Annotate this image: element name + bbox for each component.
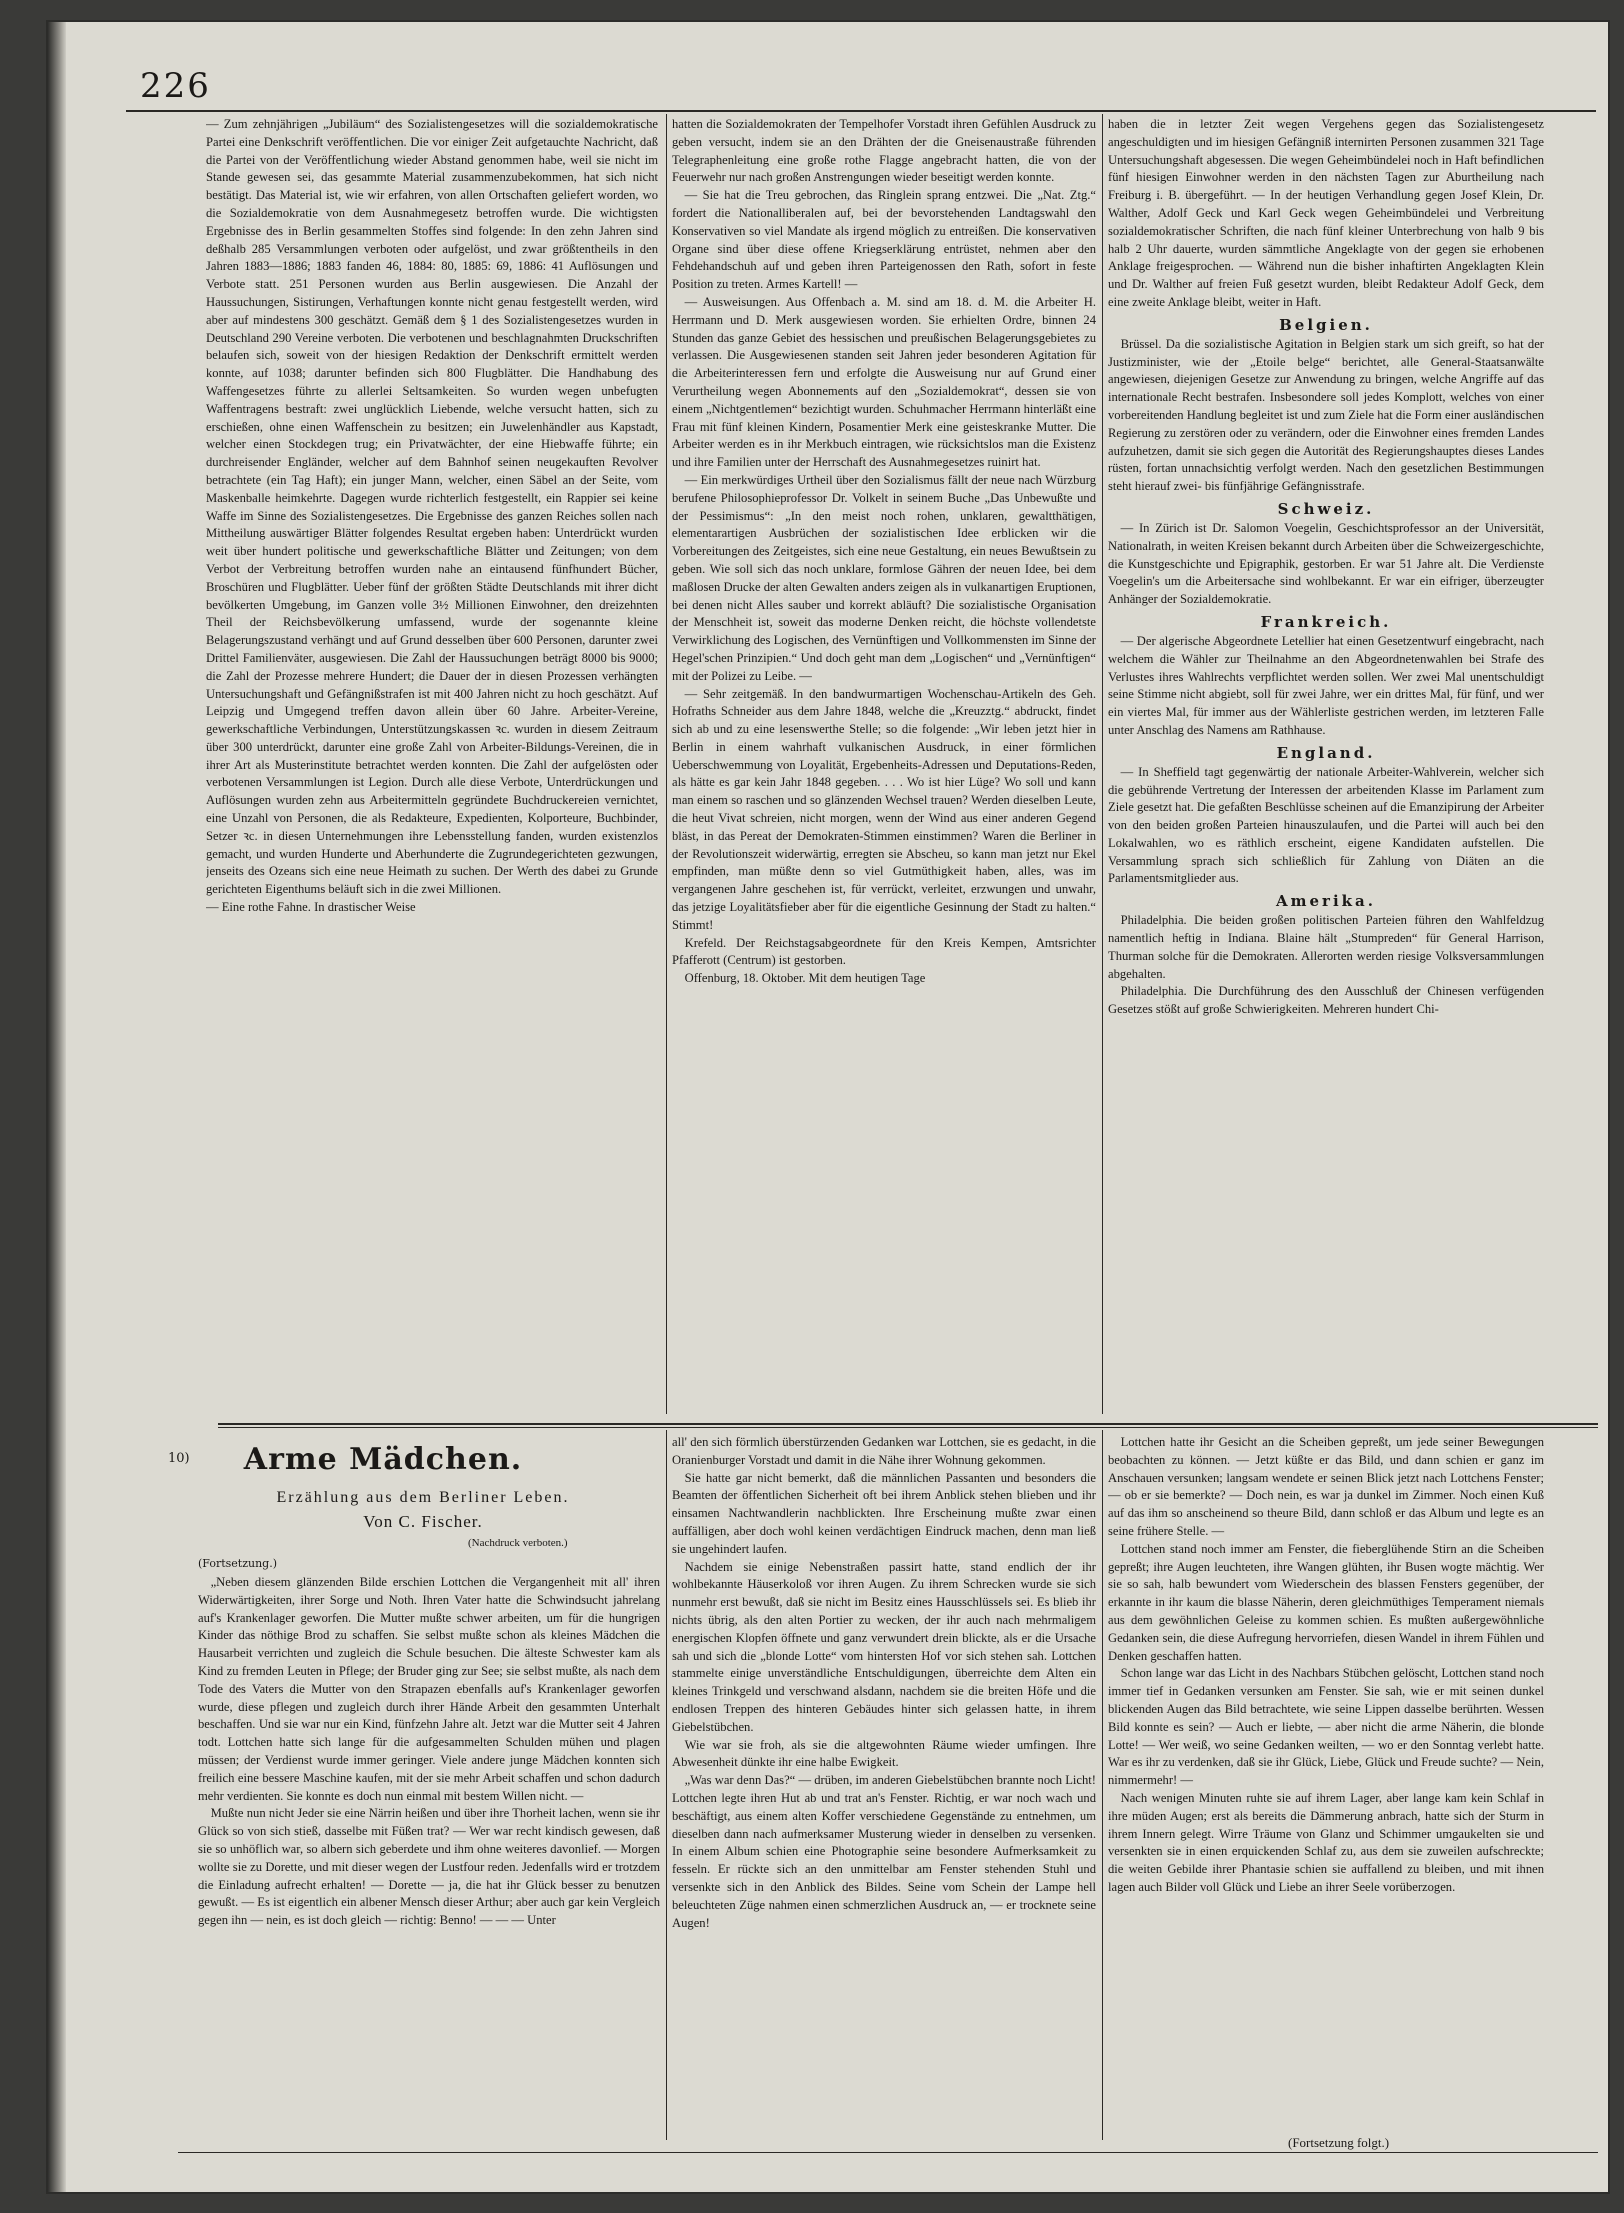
serial-paragraph: Wie war sie froh, als sie die altgewohnten Räume wieder umfingen. Ihre Abwesenheit dünkte ihr eine halbe Ewigkeit. [672, 1737, 1096, 1770]
serial-paragraph: Lottchen stand noch immer am Fenster, die fieberglühende Stirn an die Scheiben gepreßt; ihre Augen leuchteten, ihre Wangen glühten, ihr Busen wogte mächtig. Wer sie so sah, halb bewundert vom Wiederschein des blassen Fensters gegenüber, der erkannte in ihr kaum die blasse Näherin, deren gleichmüthiges Temperament niemals aus dem gewöhnlichen Geleise zu kommen schien. Es mußten außergewöhnliche Gedanken sein, die diese Aufregung hervorriefen, diesen Wandel in ihrem Fühlen und Denken geschaffen hatten. [1108, 1541, 1544, 1663]
section-heading-belgien: Belgien. [1279, 315, 1373, 334]
section-heading-schweiz: Schweiz. [1277, 499, 1375, 518]
reprint-notice: (Nachdruck verboten.) [468, 1537, 568, 1549]
continuation-label: (Fortsetzung.) [198, 1557, 277, 1570]
news-article: Philadelphia. Die Durchführung des den Ausschluß der Chinesen verfügenden Gesetzes stößt auf große Schwierigkeiten. Mehreren hundert Chi- [1108, 984, 1544, 1017]
serial-paragraph: „Neben diesem glänzenden Bilde erschien Lottchen die Vergangenheit mit all' ihren Widerwärtigkeiten, ihrer Sorge und Noth. Ihren Vater hatte die Schwindsucht jahrelang auf's Krankenlager geworfen. Die Mutter mußte schwer arbeiten, um für die hungrigen Kinder das nöthige Brod zu schaffen. Sie selbst mußte schon als kleines Mädchen die Hausarbeit verrichten und zugleich die Schule besuchen. Die älteste Schwester kam als Kind zu fremden Leuten in Pflege; der Bruder ging zur See; sie selbst mußte, als nach dem Tode des Vaters die Mutter von den Strapazen ebenfalls auf's Krankenlager geworfen wurde, diese pflegen und zugleich durch ihrer Hände Arbeit den gesammten Unterhalt beschaffen. Und sie war nur ein Kind, fünfzehn Jahre alt. Jetzt war die Mutter seit 4 Jahren todt. Lottchen hatte sich lange für die aufgesammelten Schulden mühen und plagen müssen; der Verdienst wurde immer geringer. Viele andere junge Mädchen konnten sich freilich eine bessere Maschine kaufen, mit der sie mehr Arbeit schaffen und schon dadurch mehr verdienten. Sie konnte es doch nun einmal mit bestem Willen nicht. — [198, 1575, 660, 1803]
serial-signoff: (Fortsetzung folgt.) [1288, 2135, 1390, 2150]
news-article: Brüssel. Da die sozialistische Agitation in Belgien stark um sich greift, so hat der Justizminister, wie der „Etoile belge“ berichtet, alle General-Staatsanwälte angewiesen, diejenigen Gesetze zur Anwendung zu bringen, welche Angriffe auf das internationale Recht bestrafen. Insbesondere soll jedes Komplott, welches von einer vorbereitenden Handlung begleitet ist und zum Ziele hat die Form einer ausländischen Regierung zu zerstören oder zu verändern, oder die Einwohner eines fremden Landes aufzuhetzen, damit sie sich gegen die Autorität des Regierungshauptes dieses Landes rüsten, fortan unnachsichtig verfolgt werden. Nach den gesetzlichen Bestimmungen steht hierauf zwei- bis fünfjährige Gefängnisstrafe. [1108, 336, 1544, 494]
news-column-2 [672, 116, 1096, 1418]
column-rule [666, 1430, 667, 2140]
serial-column-2 [672, 1434, 1096, 2154]
serial-column-3 [1108, 1434, 1544, 2132]
news-article: — In Zürich ist Dr. Salomon Voegelin, Geschichtsprofessor an der Universität, Nationalrath, in weiten Kreisen bekannt durch Arbeiten über die Schweizergeschichte, die Kunstgeschichte und Epigraphik, gestorben. Er war 51 Jahre alt. Die Verdienste Voegelin's um die Arbeitersache sind wohlbekannt. Er war ein eifriger, überzeugter Anhänger der Sozialdemokratie. [1108, 520, 1544, 607]
feuilleton-rule [218, 1423, 1598, 1425]
news-article: Philadelphia. Die beiden großen politischen Parteien führen den Wahlfeldzug namentlich heftig in Indiana. Blaine hält „Stumpreden“ für General Harrison, Thurman solche für die Demokraten. Allerorten werden riesige Volksversammlungen abgehalten. [1108, 913, 1544, 981]
serial-paragraph: Sie hatte gar nicht bemerkt, daß die männlichen Passanten und besonders die Beamten der öffentlichen Sicherheit oft bei ihrem Anblick stehen blieben und ihr einsamen Nachtwandlerin nachblickten. Ihre Erscheinung mußte zwar einen auffälligen, aber doch wohl keinen verdächtigen Eindruck machen, denn man ließ sie ungehindert laufen. [672, 1470, 1096, 1556]
serial-paragraph: Schon lange war das Licht in des Nachbars Stübchen gelöscht, Lottchen stand noch immer tief in Gedanken versunken am Fenster. Sie sah, wie er mit seinen dunkel blickenden Augen das Bild betrachtete, wie seine Lippen dasselbe berührten. Wessen Bild konnte es sein? — Auch er liebte, — aber nicht die arme Näherin, die blonde Lotte! — Wer weiß, wo seine Gedanken weilten, — wo er den Sonntag verlebt hatte. War es ihr zu verdenken, daß sie ihr Glück, Liebe, Glück und Freude suchte? — Nein, nimmermehr! — [1108, 1666, 1544, 1788]
news-article: — Ein merkwürdiges Urtheil über den Sozialismus fällt der neue nach Würzburg berufene Philosophieprofessor Dr. Volkelt in seinem Buche „Das Unbewußte und der Pessimismus“: „In den meist noch rohen, unklaren, gewaltthätigen, elementarartigen Ausbrüchen der sozialistischen Idee erblicken wir die Vorbereitungen des Zeitgeistes, sich eine neue Gestaltung, ein neues Bewußtsein zu geben. Wie soll sich das noch unklare, formlose Gähren der neuen Idee, bei dem maßlosen Drucke der alten Gewalten anders zeigen als in vulkanartigen Eruptionen, bei denen nicht Alles sauber und korrekt abläuft? Die sozialistische Organisation der Menschheit ist, soweit das moderne Denken reicht, die höchste vollendetste Verwirklichung des Logischen, des Vernünftigen und Vollkommensten im Sinne der Hegel'schen Prinzipien.“ Und doch geht man dem „Logischen“ und „Vernünftigen“ mit der Polizei zu Leibe. — [672, 472, 1096, 683]
serial-paragraph: Nach wenigen Minuten ruhte sie auf ihrem Lager, aber lange kam kein Schlaf in ihre müden Augen; erst als bereits die Dämmerung anbrach, hatte sich der Sturm in ihrem Innern gelegt. Wirre Träume von Glanz und Schimmer umgaukelten sie und versenkten sie in einen erquickenden Schlaf zu, aus dem sie zuweilen aufschreckte; die weiten Gebilde ihrer Phantasie schien sie auffallend zu bleiben, und mit ihnen lagen auch Bilder voll Glück und Liebe an ihrer Seele vorüberzogen. [1108, 1790, 1544, 1894]
section-heading-frankreich: Frankreich. [1260, 612, 1392, 631]
news-article: hatten die Sozialdemokraten der Tempelhofer Vorstadt ihren Gefühlen Ausdruck zu geben versucht, indem sie an den Drähten der die Gneisenaustraße führenden Telegraphenleitung eine große rothe Flagge angebracht hatten, die von der Feuerwehr nur nach großen Anstrengungen wieder beseitigt werden konnte. [672, 117, 1096, 185]
column-rule [666, 114, 667, 1414]
news-article: Krefeld. Der Reichstagsabgeordnete für den Kreis Kempen, Amtsrichter Pfafferott (Centrum) ist gestorben. [672, 935, 1096, 968]
news-article: — Eine rothe Fahne. In drastischer Weise [206, 900, 416, 915]
top-rule [126, 110, 1596, 112]
section-heading-england: England. [1276, 743, 1376, 762]
feuilleton-rule [218, 1427, 1598, 1428]
column-rule [1102, 114, 1103, 1414]
serial-paragraph: „Was war denn Das?“ — drüben, im anderen Giebelstübchen brannte noch Licht! Lottchen legte ihren Hut ab und trat an's Fenster. Richtig, er war noch wach und beschäftigt, aus einem alten Koffer verschiedene Gegenstände zu entnehmen, um dieselben dann nach aufmerksamer Musterung wieder in denselben zu versenken. In einem Album schien eine Photographie seine besondere Aufmerksamkeit zu fesseln. Er rückte sich an den unmittelbar am Fenster stehenden Stuhl und versenkte sich in den Anblick des Bildes. Seine vom Schein der Lampe hell beleuchteten Züge nahmen einen schmerzlichen Ausdruck an, — er trocknete seine Augen! [672, 1773, 1096, 1930]
news-article: — Sie hat die Treu gebrochen, das Ringlein sprang entzwei. Die „Nat. Ztg.“ fordert die Nationalliberalen auf, bei der bevorstehenden Landtagswahl den Konservativen so viel Mandate als irgend möglich zu entreißen. Die konservativen Organe sind über diese offene Kriegserklärung entrüstet, nehmen aber den Fehdehandschuh auf und geben ihren Parteigenossen den Rath, sofort in feste Position zu treten. Armes Kartell! — [672, 188, 1096, 292]
news-article: — Sehr zeitgemäß. In den bandwurmartigen Wochenschau-Artikeln des Geh. Hofraths Schneider aus dem Jahre 1848, welche die „Kreuzztg.“ abdruckt, findet sich ab und zu eine lesenswerthe Stelle; so die folgende: „Wir leben jetzt hier in Berlin in einem wahrhaft vulkanischen Ausdruck, in einer förmlichen Ueberschwemmung von Loyalität, Ergebenheits-Adressen und Deputations-Reden, als hätte es gar kein Jahr 1848 gegeben. . . . Wo ist hier Lüge? Wo soll und kann man einem so raschen und so glänzenden Wechsel trauen? Werden dieselben Leute, die heut Vivat schreien, nicht morgen, wenn der Wind aus einer anderen Gegend bläst, in das Pereat der Demokraten-Stimmen einstimmen? Waren die Berliner in der Revolutionszeit widerwärtig, erregten sie Abscheu, so kann man jetzt nur Ekel empfinden, man müßte denn so viel Gutmüthigkeit haben, alles, was im vergangenen Jahre geschehen ist, für verrückt, verleitet, erzwungen und unwahr, das jetzige Loyalitätsfieber aber für die eigentliche Gesinnung der Stadt zu halten.“ Stimmt! [672, 686, 1096, 932]
news-column-1 [206, 116, 658, 1418]
news-column-3 [1108, 116, 1544, 1418]
serial-number: 10) [168, 1451, 190, 1466]
serial-author: Von C. Fischer. [363, 1512, 483, 1531]
serial-column-1 [198, 1574, 660, 2154]
serial-paragraph: Nachdem sie einige Nebenstraßen passirt hatte, stand endlich der ihr wohlbekannte Häuserkoloß vor ihren Augen. Zu ihrem Schrecken wurde sie sich nunmehr erst bewußt, daß sie nicht im Besitz eines Hausschlüssels sei. Es blieb ihr nichts übrig, als den alten Portier zu wecken, der ihr auch nach mehrmaligem energischen Klopfen öffnete und ganz verwundert drein blickte, als er die Ursache sah und sich die „blonde Lotte“ vom hintersten Hof vor sich stehen sah. Lottchen stammelte einige unverständliche Entschuldigungen, überreichte dem Alten ein kleines Trinkgeld und verschwand alsdann, nachdem sie die breiten Höfe und die endlosen Treppen des hinteren Gebäudes hinter sich gelassen hatte, in ihrem Giebelstübchen. [672, 1559, 1096, 1734]
serial-subtitle: Erzählung aus dem Berliner Leben. [276, 1489, 570, 1506]
news-article: — Ausweisungen. Aus Offenbach a. M. sind am 18. d. M. die Arbeiter H. Herrmann und D. Merk ausgewiesen worden. Sie erhielten Ordre, binnen 24 Stunden das ganze Gebiet des hessischen und preußischen Belagerungsgebietes zu verlassen. Die Ausgewiesenen standen seit Jahren jeder besonderen Agitation für die Arbeiterinteressen fern und erfolgte die Ausweisung nur auf Grund einer Verurtheilung wegen Abonnements auf den „Sozialdemokrat“, dessen sie von einem „Nichtgentlemen“ bezichtigt wurden. Schuhmacher Herrmann hinterläßt eine Frau mit fünf kleinen Kindern, Posamentier Merk eine geisteskranke Mutter. Die Arbeiter werden es in ihr Merkbuch eintragen, wie rücksichtslos man die Existenz und ihre Familien unter der Herrschaft des Ausnahmegesetzes ruinirt hat. [672, 294, 1096, 470]
serial-paragraph: Lottchen hatte ihr Gesicht an die Scheiben gepreßt, um jede seiner Bewegungen beobachten zu können. — Jetzt küßte er das Bild, und dann schien er ganz im Anschauen versunken; langsam wendete er seinen Blick jetzt nach Lottchens Fenster; — ob er sie bemerkte? — Doch nein, es war ja dunkel im Zimmer. Noch einen Kuß auf das ihm so anscheinend so theure Bild, dann schloß er das Album und legte es an seine frühere Stelle. — [1108, 1435, 1544, 1538]
serial-paragraph: all' den sich förmlich überstürzenden Gedanken war Lottchen, sie es gedacht, in die Oranienburger Vorstadt und damit in die Nähe ihrer Wohnung gekommen. [672, 1435, 1096, 1467]
page-number: 226 [140, 66, 211, 106]
news-article: — Der algerische Abgeordnete Letellier hat einen Gesetzentwurf eingebracht, nach welchem die Wähler zur Theilnahme an den Abgeordnetenwahlen bei Strafe des Verlustes ihres Wahlrechts verpflichtet werden sollen. Wer zwei Mal unentschuldigt seine Stimme nicht abgiebt, soll für zwei Jahre, wer ein drittes Mal, für fünf, und wer ein viertes Mal, für immer aus der Wählerliste gestrichen werden, im letzteren Falle unter Anschlag des Namens am Rathhause. [1108, 633, 1544, 737]
column-rule [1102, 1430, 1103, 2140]
news-article: haben die in letzter Zeit wegen Vergehens gegen das Sozialistengesetz angeschuldigten und im hiesigen Gefängniß internirten Personen zusammen 321 Tage Untersuchungshaft abgesessen. Die wegen Geheimbündelei noch in Haft befindlichen fünf hiesigen Einwohner werden in den nächsten Tagen zur Aburtheilung nach Freiburg i. B. übergeführt. — In der heutigen Verhandlung gegen Josef Klein, Dr. Walther, Adolf Geck und Karl Geck wegen Geheimbündelei und Verbreitung sozialdemokratischer Schriften, die nach fünf kleiner Unterbrechung von halb 9 bis halb 2 Uhr dauerte, wurden sämmtliche Angeklagte von der gegen sie erhobenen Anklage freigesprochen. — Während nun die bisher inhaftirten Angeklagten Klein und Dr. Walther auf freien Fuß gesetzt wurden, bleibt Redakteur Adolf Geck, dem eine zweite Anklage bleibt, weiter in Haft. [1108, 117, 1544, 309]
news-article: — Zum zehnjährigen „Jubiläum“ des Sozialistengesetzes will die sozialdemokratische Partei eine Denkschrift veröffentlichen. Die vor einiger Zeit aufgetauchte Nachricht, daß die Partei von der Veröffentlichung wieder Abstand genommen habe, weil sie nicht im Stande gewesen sei, das gesammte Material zusammenzubekommen, hat sich nicht bestätigt. Das Material ist, wie wir erfahren, von allen Ortschaften geliefert worden, wo die Sozialdemokratie von dem Ausnahmegesetz betroffen wurde. Die wichtigsten Ergebnisse des in Berlin gesammelten Stoffes sind folgende: In den zehn Jahren sind deßhalb 285 Versammlungen verboten oder aufgelöst, und zwar größtentheils in den Jahren 1883—1886; 1883 fanden 46, 1884: 80, 1885: 69, 1886: 41 Auflösungen und Verbote statt. 251 Personen wurden aus Berlin ausgewiesen. Die Anzahl der Haussuchungen, Sistirungen, Verhaftungen konnte nicht genau festgestellt werden, wird aber auf mindestens 300 geschätzt. Gemäß dem § 1 des Sozialistengesetzes wurden in Deutschland 290 Vereine verboten. Die verbotenen und beschlagnahmten Druckschriften belaufen sich, soweit von der hiesigen Redaktion der Denkschrift ermittelt werden konnte, auf 1038; darunter befinden sich 800 Flugblätter. Die Handhabung des Waffengesetzes führte zu allerlei Seltsamkeiten. So wurden wegen unbefugten Waffentragens bestraft: zwei unglücklich Liebende, welche versucht hatten, sich zu erschießen, ohne einen Waffenschein zu besitzen; ein Juwelenhändler aus Kapstadt, welcher einen Stockdegen trug; ein Privatwächter, der eine Hiebwaffe führte; ein durchreisender Engländer, welcher auf dem Bahnhof seinen neugekauften Revolver betrachtete (ein Tag Haft); ein junger Mann, welcher, einen Säbel an der Seite, vom Maskenballe heimkehrte. Dagegen wurde richterlich festgestellt, ein Rappier sei keine Waffe im Sinne des Sozialistengesetzes. Die Ergebnisse des ganzen Reiches sollen nach Mittheilung auswärtiger Blätter folgendes Resultat ergeben haben: Unterdrückt wurden weit über hundert politische und gewerkschaftliche Blätter und Zeitungen; von dem Verbot der Verbreitung betroffen wurden nahe an eintausend fünfhundert Bücher, Broschüren und Flugblätter. Ueber fünf der größten Städte Deutschlands mit ihrer dicht bevölkerten Umgebung, im Ganzen volle 3½ Millionen Einwohner, den dreizehnten Theil der Reichsbevölkerung umfassend, wurde der sogenannte kleine Belagerungszustand verhängt und auf Grund desselben über 600 Personen, darunter zwei Drittel Familienväter, ausgewiesen. Die Zahl der Haussuchungen beträgt 8000 bis 9000; die Zahl der Prozesse mehrere Hundert; die Dauer der in diesen Prozessen verhängten Untersuchungshaft und Gefängnißstrafen ist mit 400 Jahren nicht zu hoch geschätzt. Auf Leipzig und Umgegend treffen davon allein über 60 Jahre. Arbeiter-Vereine, gewerkschaftliche Verbindungen, Unterstützungskassen ꝛc. wurden in diesem Zeitraum über 300 unterdrückt, darunter eine große Zahl von Arbeiter-Bildungs-Vereinen, die in ihrer Art als Musterinstitute betrachtet werden konnten. Die Zahl der aufgelösten oder verbotenen Versammlungen ist Legion. Durch alle diese Verbote, Unterdrückungen und Auflösungen wurden zehn aus Arbeitermitteln gegründete Buchdruckereien vernichtet, eine Unzahl von Personen, die als Redakteure, Expedienten, Kolporteure, Buchbinder, Setzer ꝛc. in diesen Unternehmungen ihre Lebensstellung fanden, wurden existenzlos gemacht, und wurden Hunderte und Aberhunderte die Zugrundegerichteten gezwungen, jenseits des Ozeans sich eine neue Heimath zu suchen. Der Werth des dabei zu Grunde gerichteten Eigenthums beläuft sich in die zwei Millionen. [206, 117, 658, 897]
serial-paragraph: Mußte nun nicht Jeder sie eine Närrin heißen und über ihre Thorheit lachen, wenn sie ihr Glück so von sich stieß, dasselbe mit Füßen trat? — Wer war recht kindisch gewesen, daß sie so unhöflich war, so albern sich geberdete und ihm ohne weiteres davonlief. — Morgen wollte sie zu Dorette, und mit dieser wegen der Lustfour reden. Jedenfalls wird er trotzdem die Einladung aufrecht erhalten! — Dorette — ja, die hat ihr Glück besser zu benutzen gewußt. — Es ist eigentlich ein albener Mensch dieser Arthur; aber auch gar kein Vergleich gegen ihn — nein, es ist doch gleich — richtig: Benno! — — — Unter [198, 1806, 660, 1928]
serial-title: Arme Mädchen. [243, 1442, 523, 1477]
section-heading-amerika: Amerika. [1276, 892, 1376, 911]
book-spine-edge [48, 22, 66, 2192]
newspaper-page [48, 22, 1608, 2192]
news-article: Offenburg, 18. Oktober. Mit dem heutigen Tage [684, 971, 926, 986]
news-article: — In Sheffield tagt gegenwärtig der nationale Arbeiter-Wahlverein, welcher sich die gebührende Vertretung der Interessen der arbeitenden Klasse im Parlament zum Ziele gesetzt hat. Die gefaßten Beschlüsse scheinen auf die Emanzipirung der Arbeiter von den beiden großen Parteien hinauszulaufen, und die Partei will auch bei den Lokalwahlen, wo es räthlich erscheint, eigene Kandidaten aufstellen. Die Versammlung sprach sich schließlich für Zahlung von Diäten an die Parlamentsmitglieder aus. [1108, 764, 1544, 886]
